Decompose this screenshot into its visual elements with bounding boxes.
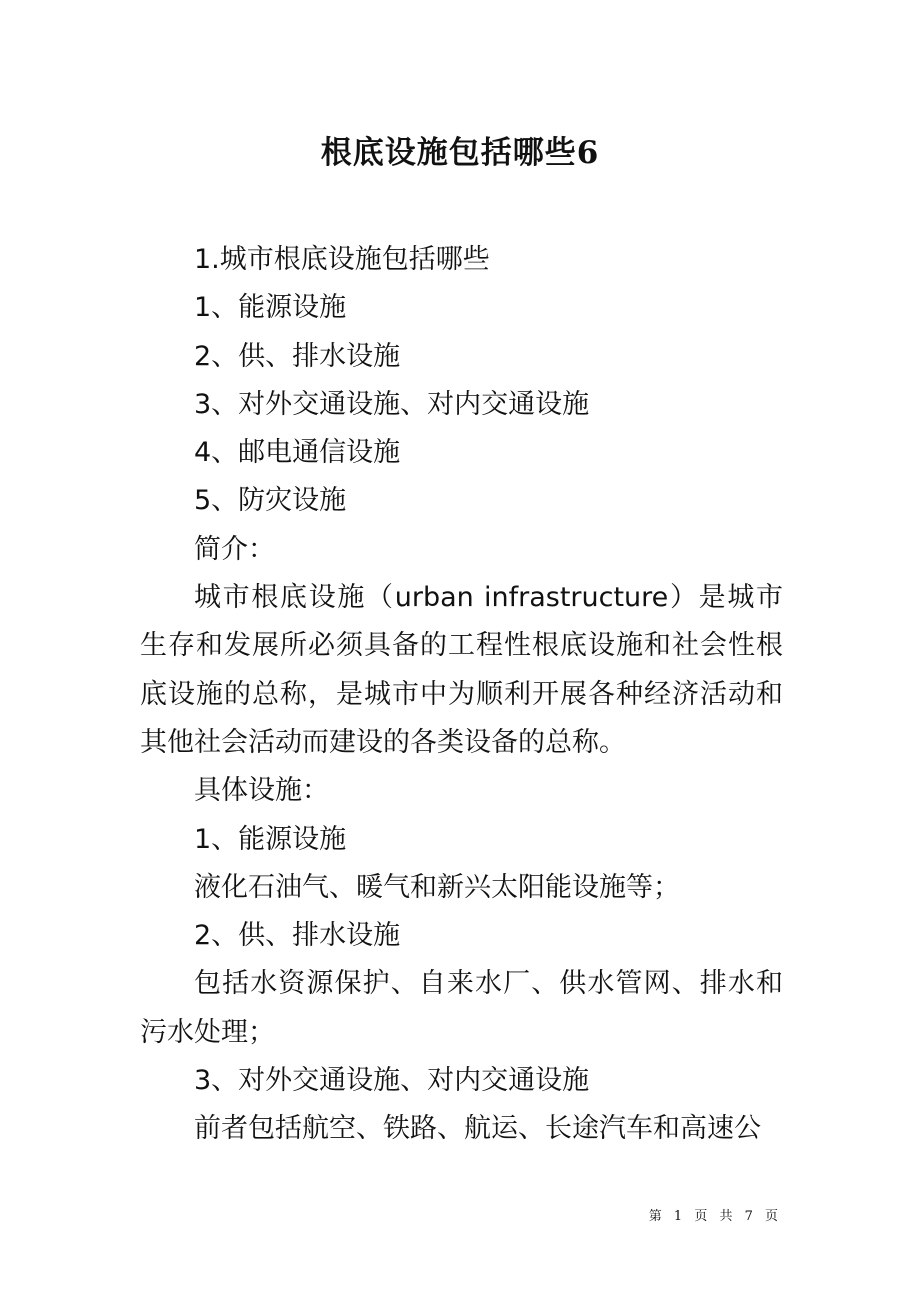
paragraph-water: 包括水资源保护、自来水厂、供水管网、排水和污水处理；: [140, 968, 783, 1048]
list-item: 1、能源设施: [194, 292, 347, 324]
list-item: 5、防灾设施: [194, 485, 347, 517]
paragraph-transport: 前者包括航空、铁路、航运、长途汽车和高速公: [194, 1113, 761, 1145]
list-item: 3、对外交通设施、对内交通设施: [194, 388, 590, 420]
paragraph-energy: 液化石油气、暖气和新兴太阳能设施等；: [194, 871, 680, 903]
document-body: [140, 236, 783, 1154]
section-label-details: 具体设施：: [194, 775, 329, 807]
paragraph-heading-1: 1.城市根底设施包括哪些: [194, 244, 490, 275]
list-item: 1、能源设施: [194, 823, 347, 855]
paragraph-intro: 城市根底设施（urban infrastructure）是城市生存和发展所必须具备的工程性根底设施和社会性根底设施的总称，是城市中为顺利开展各种经济活动和其他社会活动而建设的各类设备的总称。: [140, 582, 783, 758]
page-footer: 第 1 页 共 7 页: [648, 1209, 780, 1224]
list-item: 2、供、排水设施: [194, 340, 401, 372]
list-item: 2、供、排水设施: [194, 920, 401, 952]
list-item: 4、邮电通信设施: [194, 437, 401, 469]
section-label-intro: 简介：: [194, 533, 275, 565]
list-item: 3、对外交通设施、对内交通设施: [194, 1065, 590, 1097]
page-title: 根底设施包括哪些6: [320, 135, 600, 171]
